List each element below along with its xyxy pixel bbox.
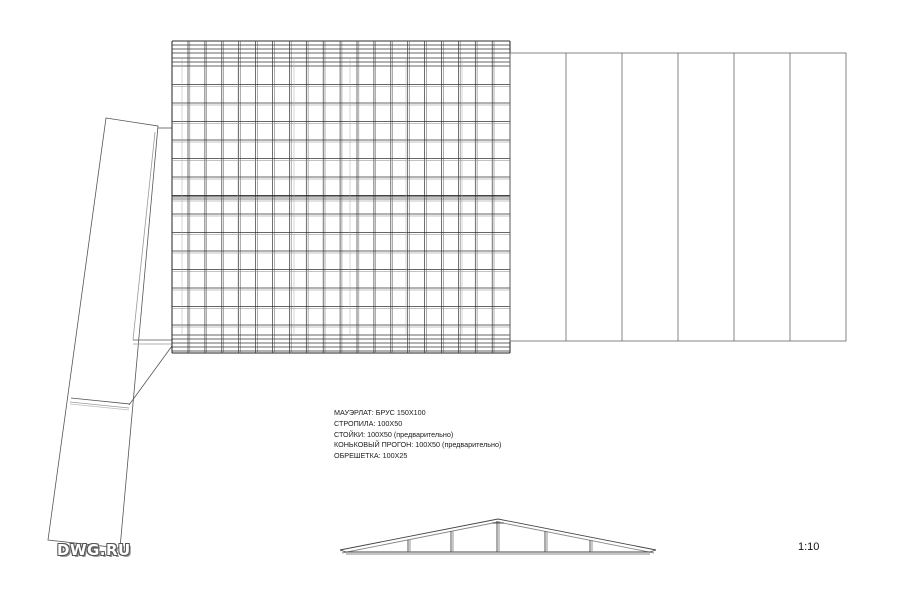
note-mauerlat: МАУЭРЛАТ: БРУС 150Х100 xyxy=(334,408,426,417)
note-posts: СТОЙКИ: 100Х50 (предварительно) xyxy=(334,429,454,439)
note-rafters: СТРОПИЛА: 100Х50 xyxy=(334,418,403,428)
note-ridge-purlin: КОНЬКОВЫЙ ПРОГОН: 100Х50 (предварительно) xyxy=(334,440,502,450)
material-spec-notes xyxy=(334,408,501,462)
roof-plan-grid xyxy=(172,41,510,353)
truss-section xyxy=(340,519,656,554)
roof-slope-section xyxy=(48,118,172,548)
note-battens: ОБРЕШЕТКА: 100Х25 xyxy=(334,451,408,461)
roof-plan-right-panel xyxy=(510,53,846,341)
dwg-logo: DWG.RU xyxy=(57,541,131,559)
scale-label: 1:10 xyxy=(798,541,820,553)
